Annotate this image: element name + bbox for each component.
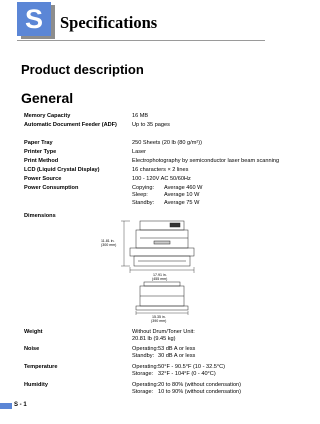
spec-key: Copying: — [132, 185, 155, 191]
spec-key: Sleep: — [132, 192, 148, 199]
height-dimension-line — [121, 221, 130, 266]
spec-value: Up to 35 pages — [132, 122, 170, 128]
printer-side-view — [136, 282, 188, 310]
spec-subvalue: 20.81 lb (9.45 kg) — [132, 336, 176, 343]
spec-value: Electrophotography by semiconductor laser beam scanning — [132, 158, 280, 164]
spec-subvalue: 30 dB A or less — [158, 353, 196, 360]
spec-key: Operating: — [132, 382, 159, 388]
page-number: S - 1 — [14, 402, 27, 408]
spec-value-group — [132, 185, 202, 207]
spec-label: Paper Tray — [24, 140, 53, 146]
spec-subvalue: 53 dB A or less — [158, 346, 196, 352]
spec-subvalue: 10 to 90% (without condensation) — [158, 389, 242, 396]
spec-subvalue: 20 to 80% (without condensation) — [158, 382, 242, 388]
spec-value: Laser — [132, 149, 146, 155]
spec-label: Power Consumption — [24, 185, 79, 191]
spec-key: Standby: — [132, 199, 155, 206]
spec-key: Operating: — [132, 346, 159, 352]
spec-label: Printer Type — [24, 149, 57, 155]
spec-subvalue: 32°F - 104°F (0 - 40°C) — [158, 371, 216, 378]
spec-value-group — [132, 382, 241, 397]
chapter-title: Specifications — [60, 13, 158, 32]
spec-key: Standby: — [132, 353, 155, 360]
section-title: Product description — [21, 62, 144, 77]
spec-label: Weight — [24, 329, 43, 335]
spec-subvalue: 50°F - 90.5°F (10 - 32.5°C) — [158, 364, 226, 370]
spec-value-group — [132, 364, 225, 379]
spec-key: Storage: — [132, 371, 154, 378]
spec-value: 16 MB — [132, 113, 149, 119]
spec-subvalue: Without Drum/Toner Unit: — [132, 329, 195, 335]
spec-label: Power Source — [24, 176, 62, 182]
spec-key: Operating: — [132, 364, 159, 370]
spec-subvalue: Average 460 W — [164, 185, 203, 191]
subsection-title: General — [21, 90, 74, 106]
chapter-badge: S — [17, 2, 51, 36]
width-label-mm: (455 mm) — [152, 277, 168, 281]
spec-value: 100 - 120V AC 50/60Hz — [132, 176, 191, 182]
spec-label: Noise — [24, 346, 40, 352]
footer-accent-bar — [0, 403, 12, 409]
height-label-mm: (300 mm) — [101, 243, 117, 247]
spec-label: LCD (Liquid Crystal Display) — [24, 167, 100, 173]
height-label: 11.81 in. — [101, 239, 115, 243]
spec-label: Automatic Document Feeder (ADF) — [24, 122, 117, 128]
spec-label: Temperature — [24, 364, 58, 370]
spec-label: Humidity — [24, 382, 48, 388]
spec-value: 250 Sheets (20 lb (80 g/m²)) — [132, 140, 202, 146]
width-label: 17.91 in. — [153, 273, 167, 277]
spec-key: Storage: — [132, 389, 154, 396]
spec-subvalue: Average 10 W — [164, 192, 200, 199]
spec-label: Memory Capacity — [24, 113, 71, 119]
depth-label: 15.35 in. — [152, 315, 166, 319]
depth-label-mm: (390 mm) — [151, 319, 167, 323]
printer-front-view — [130, 221, 194, 266]
spec-subvalue: Average 75 W — [164, 199, 200, 206]
spec-label: Print Method — [24, 158, 59, 164]
dimension-diagram — [100, 212, 220, 324]
spec-value-group — [132, 346, 195, 361]
header-divider — [17, 40, 265, 41]
spec-value-group — [132, 329, 195, 344]
spec-value: 16 characters × 2 lines — [132, 167, 189, 173]
spec-label: Dimensions — [24, 213, 56, 219]
